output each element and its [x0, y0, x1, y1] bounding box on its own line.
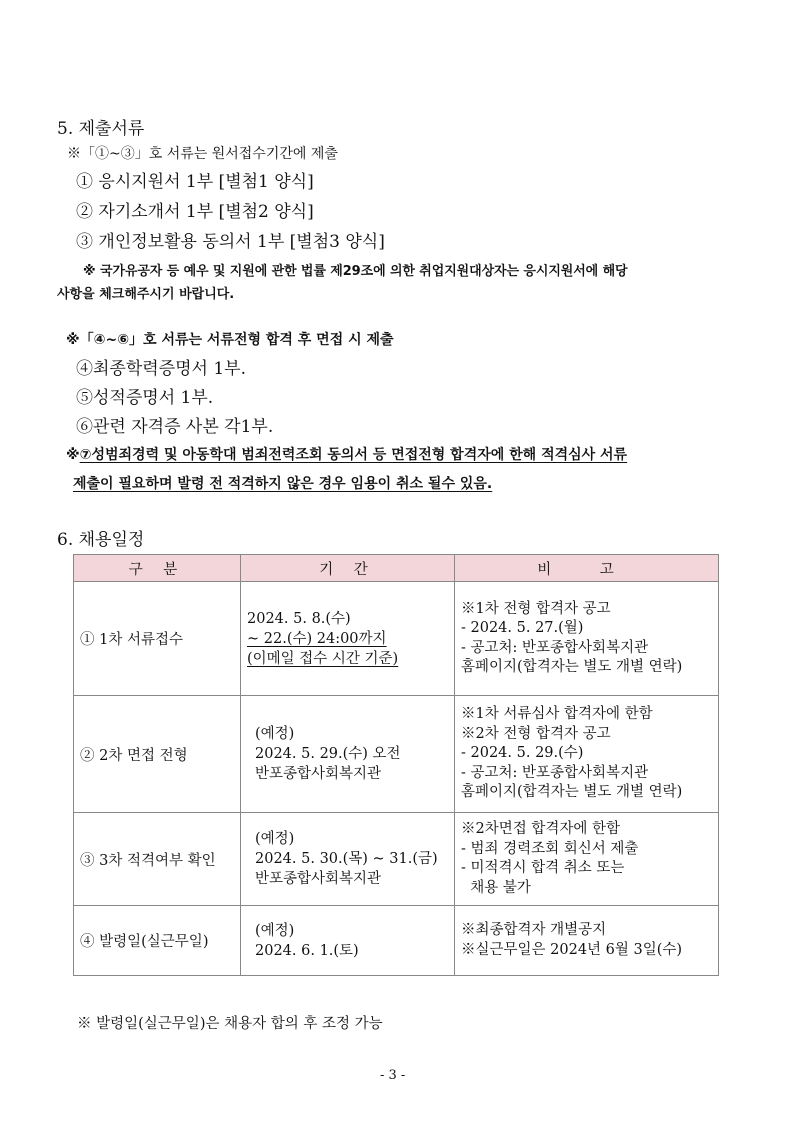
section5-note-interview-docs: ※「④~⑥」호 서류는 서류전형 합격 후 면접 시 제출: [66, 332, 394, 348]
period-line: 2024. 5. 29.(수) 오전: [255, 746, 401, 762]
schedule-table: [73, 554, 719, 976]
period-line: 2024. 5. 8.(수): [247, 610, 351, 627]
remarks-cell: [455, 696, 719, 813]
page-number: - 3 -: [380, 1068, 406, 1083]
table-row: [74, 696, 719, 813]
remarks-line: ※1차 전형 합격자 공고: [461, 600, 611, 617]
veteran-note-line2: 사항을 체크해주시기 바랍니다.: [57, 287, 235, 302]
remarks-cell: [455, 906, 719, 976]
remarks-line: ※실근무일은 2024년 6월 3일(수): [461, 941, 683, 958]
screening-note-mark: ※: [66, 447, 80, 463]
screening-note-line1: [66, 444, 627, 464]
stage-cell: ④ 발령일(실근무일): [74, 906, 241, 976]
period-line: (이메일 접수 시간 기준): [247, 650, 399, 667]
remarks-line: - 범죄 경력조회 회신서 제출: [461, 840, 639, 857]
schedule-footnote: ※ 발령일(실근무일)은 채용자 합의 후 조정 가능: [77, 1016, 383, 1032]
period-cell: [241, 813, 455, 906]
period-line: 2024. 5. 30.(목) ~ 31.(금): [255, 851, 438, 867]
remarks-line: - 공고처: 반포종합사회복지관: [461, 639, 649, 656]
remarks-line: ※2차면접 합격자에 한함: [461, 821, 621, 837]
stage-cell: ③ 3차 적격여부 확인: [74, 813, 241, 906]
remarks-line: 홈페이지(합격자는 별도 개별 연락): [461, 659, 683, 675]
doc-item-4: ④최종학력증명서 1부.: [76, 359, 246, 379]
remarks-line: 채용 불가: [461, 879, 531, 896]
section5-title: 5. 제출서류: [57, 119, 145, 139]
remarks-cell: [455, 813, 719, 906]
period-line: 반포종합사회복지관: [255, 871, 382, 887]
veteran-note-line1: ※ 국가유공자 등 예우 및 지원에 관한 법률 제29조에 의한 취업지원대상자는 응시지원서에 해당: [83, 264, 628, 279]
doc-item-2: ② 자기소개서 1부 [별첨2 양식]: [76, 202, 314, 222]
header-period: 기 간: [241, 555, 455, 582]
table-header-row: [74, 555, 719, 582]
doc-item-6: ⑥관련 자격증 사본 각1부.: [76, 417, 274, 437]
table-row: [74, 813, 719, 906]
header-remarks: 비 고: [455, 555, 719, 582]
period-cell: [241, 582, 455, 696]
remarks-line: - 2024. 5. 27.(월): [461, 620, 584, 636]
header-stage: 구 분: [74, 555, 241, 582]
remarks-line: ※1차 서류심사 합격자에 한함: [461, 706, 653, 723]
screening-note-line2: 제출이 필요하며 발령 전 적격하지 않은 경우 임용이 취소 될수 있음.: [73, 476, 493, 492]
remarks-line: - 미적격시 합격 취소 또는: [461, 860, 625, 876]
stage-cell: ② 2차 면접 전형: [74, 696, 241, 813]
period-cell: [241, 696, 455, 813]
doc-item-3: ③ 개인정보활용 동의서 1부 [별첨3 양식]: [76, 232, 385, 252]
section6-title: 6. 채용일정: [57, 530, 145, 550]
doc-item-5: ⑤성적증명서 1부.: [76, 388, 214, 408]
period-line: ~ 22.(수) 24:00까지: [247, 630, 387, 647]
period-line: (예정): [255, 831, 295, 847]
stage-cell: ① 1차 서류접수: [74, 582, 241, 696]
screening-note-text-1: ⑦성범죄경력 및 아동학대 범죄전력조회 동의서 등 면접전형 합격자에 한해 적격심사 서류: [79, 447, 628, 463]
table-row: [74, 582, 719, 696]
period-cell: [241, 906, 455, 976]
period-line: 반포종합사회복지관: [255, 766, 382, 782]
remarks-line: - 2024. 5. 29.(수): [461, 745, 584, 762]
period-line: (예정): [255, 922, 295, 939]
period-line: (예정): [255, 726, 295, 742]
remarks-line: - 공고처: 반포종합사회복지관: [461, 764, 649, 781]
remarks-line: ※최종합격자 개별공지: [461, 922, 607, 938]
remarks-cell: [455, 582, 719, 696]
period-line: 2024. 6. 1.(토): [255, 942, 359, 959]
remarks-line: ※2차 전형 합격자 공고: [461, 725, 611, 742]
doc-item-1: ① 응시지원서 1부 [별첨1 양식]: [76, 172, 314, 192]
remarks-line: 홈페이지(합격자는 별도 개별 연락): [461, 784, 683, 801]
section5-note-original-docs: ※「①~③」호 서류는 원서접수기간에 제출: [67, 146, 338, 162]
table-row: [74, 906, 719, 976]
